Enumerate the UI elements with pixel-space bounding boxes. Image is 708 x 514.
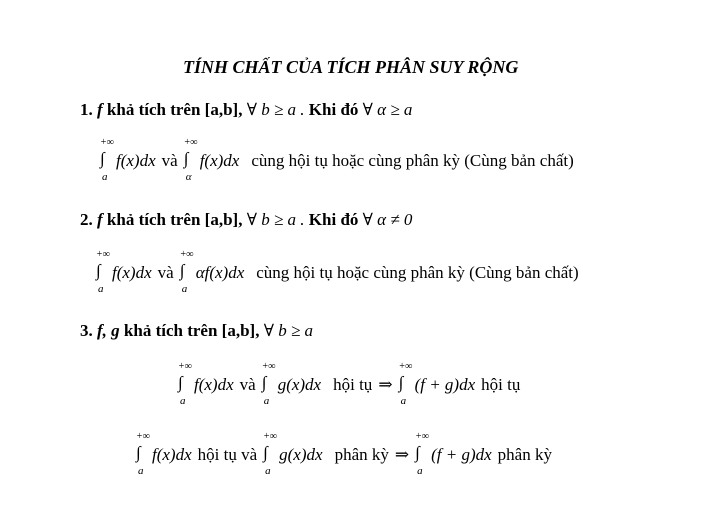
integral-symbol: +∞ ∫ a — [179, 249, 194, 295]
integral-symbol: +∞ ∫ a — [263, 431, 278, 477]
forall-condition: ∀ b ≥ a — [263, 321, 314, 340]
section-text: khả tích trên [a,b], — [123, 321, 260, 340]
formula-conclusion: cùng hội tụ hoặc cùng phân kỳ (Cùng bản chất) — [256, 263, 579, 282]
section-1-formula — [100, 138, 574, 184]
khi-do-label: Khi đó — [308, 100, 359, 119]
forall-condition: ∀ b ≥ a . — [246, 100, 305, 119]
forall-condition: ∀ b ≥ a . — [246, 210, 305, 229]
integral-symbol: +∞ ∫ a — [261, 361, 276, 407]
integral-symbol: +∞ ∫ α — [183, 137, 198, 183]
formula-conclusion: cùng hội tụ hoặc cùng phân kỳ (Cùng bản chất) — [251, 151, 574, 170]
integral-symbol: +∞ ∫ a — [100, 137, 114, 183]
function-name: f — [97, 210, 103, 229]
section-2-heading — [80, 210, 412, 230]
integrand: (f + g)dx — [431, 445, 492, 464]
integrand: f(x)dx — [112, 263, 152, 282]
page-title: TÍNH CHẤT CỦA TÍCH PHÂN SUY RỘNG — [183, 57, 519, 77]
integral-symbol: +∞ ∫ a — [398, 361, 413, 407]
integrand: f(x)dx — [152, 445, 192, 464]
alpha-condition: ∀ α ≠ 0 — [362, 210, 413, 229]
integrand: f(x)dx — [194, 375, 234, 394]
convergence-text: hội tụ và — [197, 445, 258, 464]
section-text: khả tích trên [a,b], — [106, 210, 243, 229]
formula-conclusion: hội tụ — [481, 375, 521, 394]
integrand: g(x)dx — [277, 375, 322, 394]
formula-conclusion: phân kỳ — [497, 445, 552, 464]
section-number: 3. — [80, 321, 93, 340]
integrand: f(x)dx — [116, 151, 156, 170]
integrand: (f + g)dx — [414, 375, 476, 394]
section-number: 1. — [80, 100, 93, 119]
integrand: g(x)dx — [279, 445, 323, 464]
section-2-formula — [96, 250, 579, 296]
integral-symbol: +∞ ∫ a — [415, 431, 429, 477]
divergence-text: phân kỳ — [334, 445, 389, 464]
integrand: f(x)dx — [199, 151, 240, 170]
section-3-heading — [80, 321, 313, 341]
integrand: αf(x)dx — [195, 263, 245, 282]
section-1-heading — [80, 100, 412, 120]
conjunction: và — [161, 151, 178, 170]
function-name: f — [97, 100, 103, 119]
integral-symbol: +∞ ∫ a — [96, 249, 110, 295]
section-text: khả tích trên [a,b], — [106, 100, 243, 119]
conjunction: và — [157, 263, 174, 282]
integral-symbol: +∞ ∫ a — [136, 431, 150, 477]
khi-do-label: Khi đó — [308, 210, 359, 229]
conjunction: và — [239, 375, 256, 394]
convergence-text: hội tụ — [333, 375, 373, 394]
section-number: 2. — [80, 210, 93, 229]
alpha-condition: ∀ α ≥ a — [362, 100, 413, 119]
integral-symbol: +∞ ∫ a — [178, 361, 192, 407]
function-name: f, g — [97, 321, 120, 340]
section-3-formula-1 — [178, 362, 520, 408]
section-3-formula-2 — [136, 432, 552, 478]
implies-arrow: ⇒ — [378, 375, 393, 394]
implies-arrow: ⇒ — [394, 445, 410, 464]
